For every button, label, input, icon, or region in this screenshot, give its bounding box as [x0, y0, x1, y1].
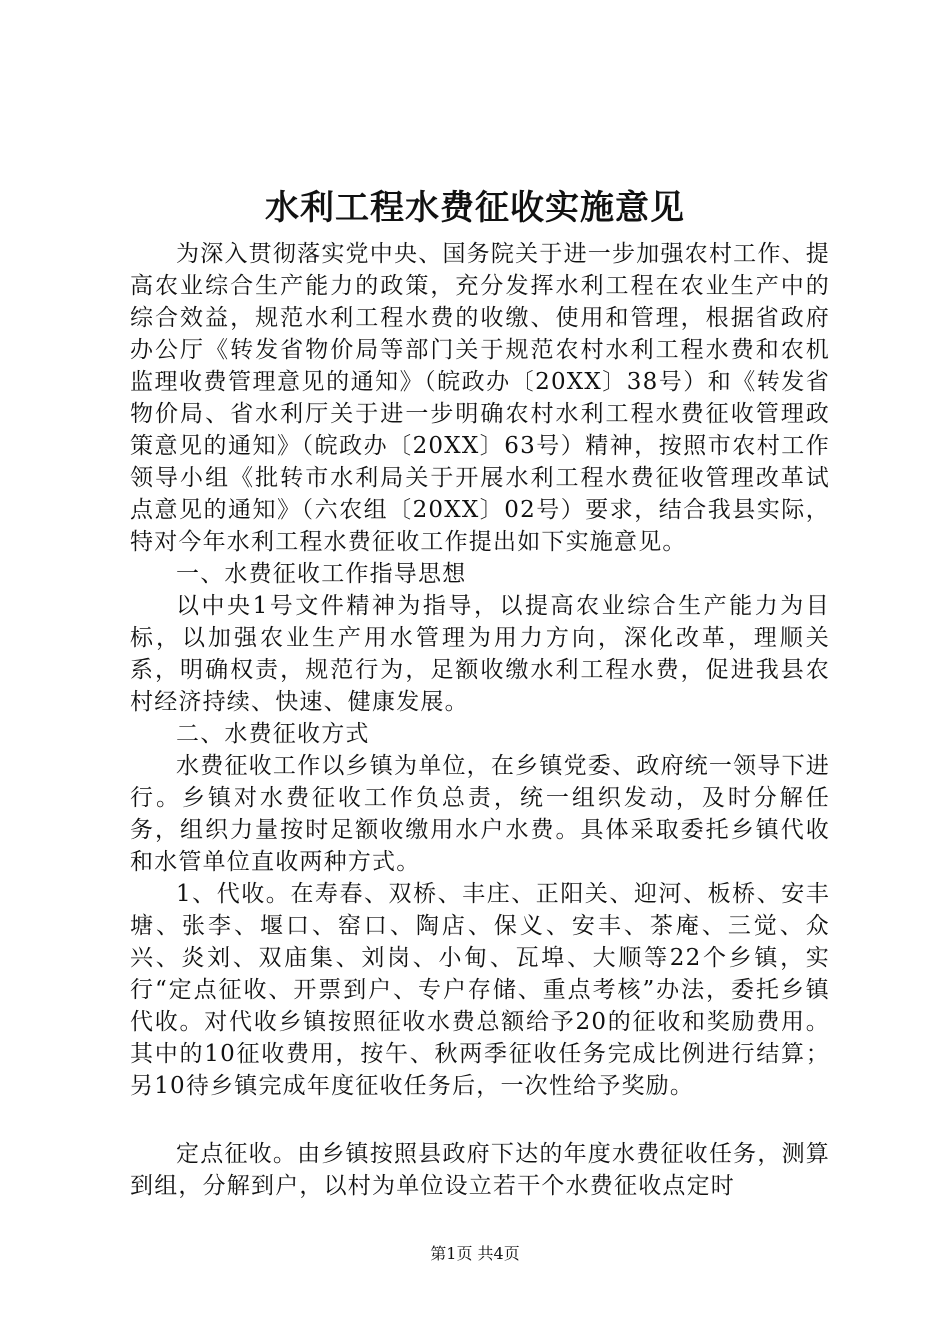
paragraph-collection-method: 水费征收工作以乡镇为单位，在乡镇党委、政府统一领导下进行。乡镇对水费征收工作负总责，统一组织发动，及时分解任务，组织力量按时足额收缴用水户水费。具体采取委托乡镇代收和水管单位直收两种方式。: [130, 753, 830, 875]
section-heading-collection-method: 二、水费征收方式: [176, 721, 370, 747]
paragraph-agency-collection: 1、代收。在寿春、双桥、丰庄、正阳关、迎河、板桥、安丰塘、张李、堰口、窑口、陶店、保义、安丰、茶庵、三觉、众兴、炎刘、双庙集、刘岗、小甸、瓦埠、大顺等22个乡镇，实行“定点征收、开票到户、专户存储、重点考核”办法，委托乡镇代收。对代收乡镇按照征收水费总额给予20的征收和奖励费用。其中的10征收费用，按午、秋两季征收任务完成比例进行结算；另10待乡镇完成年度征收任务后，一次性给予奖励。: [130, 881, 830, 1099]
section-heading-guiding-thought: 一、水费征收工作指导思想: [176, 561, 467, 587]
page-footer: 第1页 共4页: [430, 1244, 520, 1263]
document-title: 水利工程水费征收实施意见: [265, 188, 685, 228]
paragraph-intro: 为深入贯彻落实党中央、国务院关于进一步加强农村工作、提高农业综合生产能力的政策，充分发挥水利工程在农业生产中的综合效益，规范水利工程水费的收缴、使用和管理，根据省政府办公厅《转发省物价局等部门关于规范农村水利工程水费和农机监理收费管理意见的通知》（皖政办〔20XX〕38号）和《转发省物价局、省水利厅关于进一步明确农村水利工程水费征收管理政策意见的通知》（皖政办〔20XX〕63号）精神，按照市农村工作领导小组《批转市水利局关于开展水利工程水费征收管理改革试点意见的通知》（六农组〔20XX〕02号）要求，结合我县实际，特对今年水利工程水费征收工作提出如下实施意见。: [130, 241, 830, 555]
document-body: [130, 238, 830, 1202]
paragraph-guiding-thought: 以中央1号文件精神为指导，以提高农业综合生产能力为目标，以加强农业生产用水管理为用力方向，深化改革，理顺关系，明确权责，规范行为，足额收缴水利工程水费，促进我县农村经济持续、快速、健康发展。: [130, 593, 830, 715]
paragraph-fixed-point-collection: 定点征收。由乡镇按照县政府下达的年度水费征收任务，测算到组，分解到户，以村为单位设立若干个水费征收点定时: [130, 1141, 830, 1199]
